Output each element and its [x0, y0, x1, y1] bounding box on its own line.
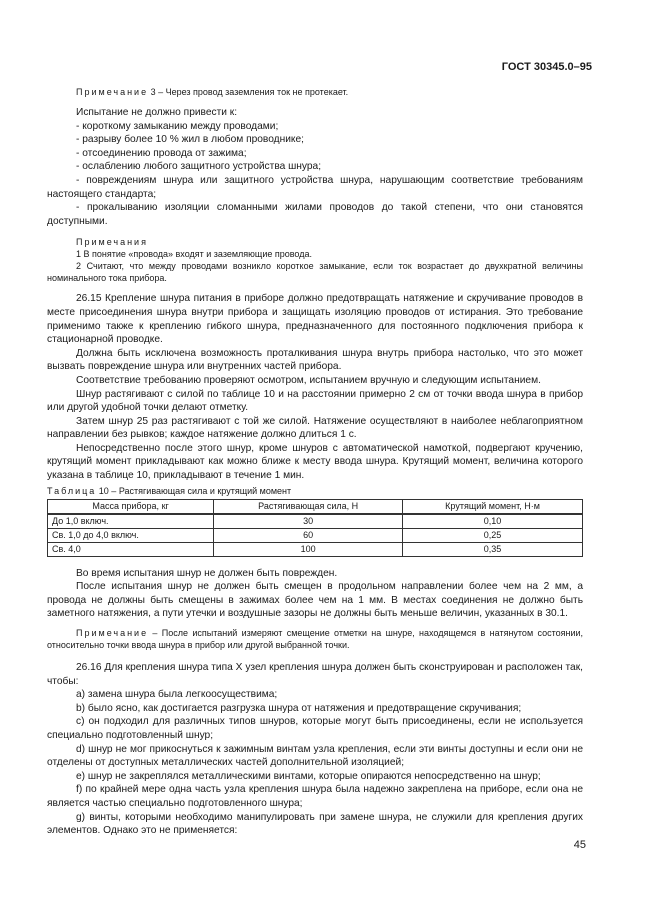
table-cell: 0,25 — [403, 528, 583, 542]
test-item: - разрыву более 10 % жил в любом проводнике; — [76, 134, 305, 146]
test-item: - короткому замыканию между проводами; — [76, 120, 279, 132]
page-content — [47, 86, 583, 838]
note-label: Примечание — [76, 628, 149, 639]
test-item: - отсоединению провода от зажима; — [76, 147, 247, 159]
table-cell: 30 — [214, 514, 403, 529]
test-item: - прокалыванию изоляции сломанными жилами проводов до такой степени, что они становятся доступными. — [47, 202, 583, 227]
table-cell: Св. 1,0 до 4,0 включ. — [48, 528, 214, 542]
test-item: - ослаблению любого защитного устройства шнура; — [76, 161, 322, 173]
table-caption-text: 10 – Растягивающая сила и крутящий момент — [96, 485, 292, 496]
table-cell: До 1,0 включ. — [48, 514, 214, 529]
paragraph-26-15: 26.15 Крепление шнура питания в приборе должно предотвращать натяжение и скручивание проводов в месте присоединения шнура внутри прибора и защищать изоляцию проводов от истирания. Это требование применимо также к креплению гибкого шнура, предназначенного для постоянного подключения прибора к стационарной проводке. — [47, 293, 583, 346]
standard-header: ГОСТ 30345.0–95 — [501, 61, 592, 73]
paragraph: Шнур растягивают с силой по таблице 10 и на расстоянии примерно 2 см от точки ввода шнура в прибор или другой удобной точки делают отметку. — [47, 388, 583, 414]
note-label: Примечание — [76, 87, 149, 97]
paragraph: Должна быть исключена возможность проталкивания шнура внутрь прибора настолько, что это может вызвать повреждение шнура или внутренних частей прибора. — [47, 347, 583, 373]
note-3 — [47, 86, 583, 98]
list-item: e) шнур не закреплялся металлическими винтами, которые опираются непосредственно на шнур; — [76, 770, 541, 782]
list-item: g) винты, которыми необходимо манипулировать при замене шнура, не служили для крепления других элементов. Однако это не применяется: — [47, 811, 583, 837]
table-cell: 0,10 — [403, 514, 583, 529]
list-item: a) замена шнура была легкоосуществима; — [76, 689, 278, 701]
table-cell: Св. 4,0 — [48, 542, 214, 556]
table-row — [48, 514, 583, 529]
notes-label — [47, 236, 583, 248]
notes-label-text: Примечания — [76, 237, 148, 248]
note-item: 2 Считают, что между проводами возникло короткое замыкание, если ток возрастает до двухкратной величины номинального тока прибора. — [47, 261, 583, 284]
paragraph: Затем шнур 25 раз растягивают с той же силой. Натяжение осуществляют в наиболее неблагоприятном направлении без рывков; каждое натяжение должно длиться 1 с. — [47, 415, 583, 441]
paragraph: После испытания шнур не должен быть смещен в продольном направлении более чем на 2 мм, а провода не должны быть смещены в зажимах более чем на 1 мм. В местах соединения не должно быть заметного натяжения, а пути утечки и воздушные зазоры не должны быть меньше величин, указанных в 30.1. — [47, 581, 583, 620]
column-header: Крутящий момент, Н·м — [403, 499, 583, 514]
column-header: Растягивающая сила, Н — [214, 499, 403, 514]
note-text: 3 – Через провод заземления ток не протекает. — [148, 87, 349, 97]
test-item: - повреждениям шнура или защитного устройства шнура, нарушающим соответствие требованиям настоящего стандарта; — [47, 174, 583, 200]
paragraph-26-16: 26.16 Для крепления шнура типа X узел крепления шнура должен быть сконструирован и расположен так, чтобы: — [47, 662, 583, 687]
note-item: 1 В понятие «провода» входят и заземляющие провода. — [76, 249, 312, 260]
paragraph: Непосредственно после этого шнур, кроме шнуров с автоматической намоткой, подвергают кручению, крутящий момент прикладывают как можно ближе к месту ввода шнура. Крутящий момент, величина которого указана в таблице 10, прикладывают в течение 1 мин. — [47, 442, 583, 482]
table-cell: 100 — [214, 542, 403, 556]
list-item: c) он подходил для различных типов шнуров, которые могут быть присоединены, если не используется специально подготовленный шнур; — [47, 716, 583, 741]
table-caption — [47, 485, 583, 497]
table-cell: 60 — [214, 528, 403, 542]
table-10 — [47, 499, 583, 557]
paragraph: Во время испытания шнур не должен быть поврежден. — [76, 567, 338, 579]
test-intro: Испытание не должно привести к: — [76, 107, 238, 118]
table-row — [48, 528, 583, 542]
page-number: 45 — [573, 839, 586, 851]
paragraph: Соответствие требованию проверяют осмотром, испытанием вручную и следующим испытанием. — [76, 374, 541, 386]
list-item: b) было ясно, как достигается разгрузка шнура от натяжения и предотвращение скручивания; — [76, 702, 522, 714]
table-header-row — [48, 499, 583, 514]
table-caption-label: Таблица — [47, 485, 97, 496]
table-cell: 0,35 — [403, 542, 583, 556]
note-after-table — [47, 627, 583, 651]
table-row — [48, 542, 583, 556]
column-header: Масса прибора, кг — [48, 499, 214, 514]
list-item: d) шнур не мог прикоснуться к зажимным винтам узла крепления, если эти винты доступны и если они не отделены от доступных металлических частей дополнительной изоляцией; — [47, 743, 583, 769]
note-text: – После испытаний измеряют смещение отметки на шнуре, находящемся в натянутом состоянии, относительно точки ввода шнура в прибор или другой выбранной точки. — [47, 628, 583, 651]
list-item: f) по крайней мере одна часть узла крепления шнура была надежно закреплена на приборе, если она не является частью специально подготовленного шнура; — [47, 784, 583, 809]
